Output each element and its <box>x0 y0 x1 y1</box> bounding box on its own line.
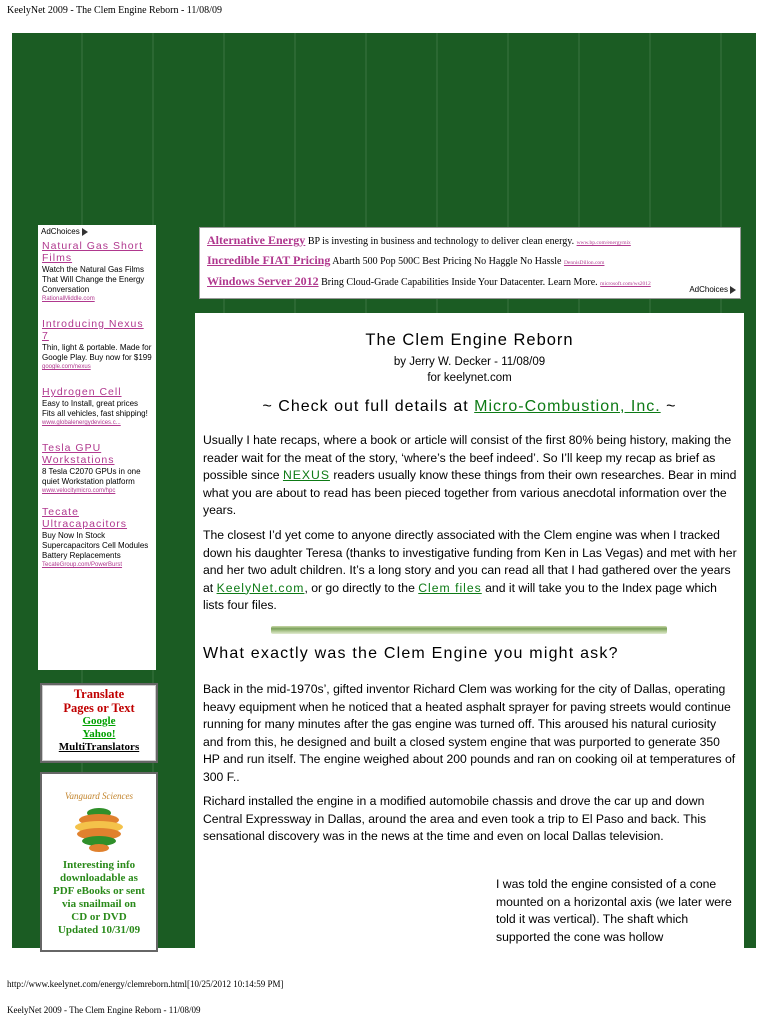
article-byline: by Jerry W. Decker - 11/08/09 <box>393 356 546 368</box>
sidebar-ad-desc: Easy to Install, great prices Fits all vehicles, fast shipping! <box>42 399 148 418</box>
sidebar-ad-desc: Watch the Natural Gas Films That Will Change the Energy Conversation <box>42 265 145 294</box>
vanguard-line: PDF eBooks or sent <box>53 885 145 897</box>
vanguard-line: via snailmail on <box>62 898 136 910</box>
sidebar-ad[interactable] <box>38 382 156 428</box>
banner-ad-title[interactable]: Windows Server 2012 <box>207 274 319 288</box>
yahoo-translate-link[interactable]: Yahoo! <box>82 728 116 740</box>
sidebar-ad[interactable] <box>38 502 156 570</box>
vanguard-logo-icon <box>71 805 127 855</box>
details-callout: ~ Check out full details at Micro-Combustion, Inc. ~ <box>262 398 677 415</box>
sidebar-ad-url[interactable]: TecateGroup.com/PowerBurst <box>42 562 123 568</box>
paragraph: I was told the engine consisted of a cone mounted on a horizontal axis (we later were told it was vertical). The shaft which supported the cone was hollow <box>496 877 732 944</box>
sidebar-ad-url[interactable]: www.globalenergydevices.c... <box>42 420 121 426</box>
sidebar-ad-desc: Buy Now In Stock Supercapacitors Cell Modules Battery Replacements <box>42 531 149 560</box>
vanguard-line: CD or DVD <box>71 911 127 923</box>
sidebar-ads <box>38 225 156 670</box>
print-footer-url: http://www.keelynet.com/energy/clemreborn.html[10/25/2012 10:14:59 PM] <box>7 979 284 989</box>
banner-ad-text: Bring Cloud-Grade Capabilities Inside Your Datacenter. Learn More. <box>321 277 598 288</box>
sidebar-ad-desc: Thin, light & portable. Made for Google Play. Buy now for $199 <box>42 343 152 362</box>
sidebar-ad-url[interactable]: google.com/nexus <box>42 364 91 370</box>
sidebar-ad[interactable] <box>38 236 156 304</box>
sidebar-ad-url[interactable]: RationalMiddle.com <box>42 296 95 302</box>
sidebar-ad[interactable] <box>38 314 156 372</box>
vanguard-line: Interesting info <box>62 859 136 871</box>
sidebar-ad-title[interactable]: Hydrogen Cell <box>42 386 122 398</box>
vanguard-sciences-box[interactable] <box>40 772 158 952</box>
top-banner-ad <box>199 227 741 299</box>
micro-combustion-link[interactable]: Micro-Combustion, Inc. <box>474 398 661 415</box>
google-translate-link[interactable]: Google <box>82 715 116 727</box>
paragraph: The closest I’d yet come to anyone directly associated with the Clem engine was when I tracked down his daughter Teresa (thanks to investigative funding from Ken in Las Vegas) and met with her and her two adult children. It’s a long story and you can read all that I had gathered over the years at KeelyNet.com, or go directly to the Clem files and it will take you to the Index page which lists four files. <box>203 528 737 612</box>
banner-ad-row[interactable] <box>207 253 604 268</box>
adchoices-label[interactable]: AdChoices <box>689 285 736 294</box>
print-footer-title: KeelyNet 2009 - The Clem Engine Reborn - 11/08/09 <box>7 1005 201 1015</box>
sidebar-ad-title[interactable]: Tesla GPU Workstations <box>42 442 115 466</box>
sidebar-ad-title[interactable]: Natural Gas Short Films <box>42 240 144 264</box>
vanguard-heading: Vanguard Sciences <box>65 791 133 801</box>
multitranslators-link[interactable]: MultiTranslators <box>58 741 140 753</box>
adchoices-label[interactable]: AdChoices <box>38 225 156 236</box>
vanguard-line: Updated 10/31/09 <box>57 924 141 936</box>
article-site: for keelynet.com <box>427 372 512 384</box>
translate-subheading: Pages or Text <box>63 701 135 715</box>
translate-heading: Translate <box>73 687 125 701</box>
article <box>195 313 744 948</box>
translate-box <box>40 683 158 763</box>
keelynet-link[interactable]: KeelyNet.com <box>216 580 305 595</box>
banner-ad-text: BP is investing in business and technology to deliver clean energy. <box>307 236 575 247</box>
banner-ad-row[interactable] <box>207 233 631 248</box>
banner-ad-url[interactable]: www.bp.com/energymix <box>576 240 631 246</box>
banner-ad-url[interactable]: DennisDillon.com <box>563 260 605 266</box>
adchoices-icon <box>82 228 88 236</box>
paragraph: Back in the mid-1970s’, gifted inventor Richard Clem was working for the city of Dallas, operating heavy equipment when he noticed that a heated asphalt sprayer for paving streets would continue running for many minutes after the gas engine was turned off. This aroused his natural curiosity and from this, he designed and built a closed system engine that was purported to generate 350 HP and run itself. The engine weighed about 200 pounds and ran on cooking oil at temperatures of 300 F.. <box>203 682 736 784</box>
sidebar-ad-desc: 8 Tesla C2070 GPUs in one quiet Workstation platform <box>42 467 141 486</box>
sidebar-ad-title[interactable]: Tecate Ultracapacitors <box>42 506 128 530</box>
adchoices-icon <box>730 286 736 294</box>
sidebar-ad-title[interactable]: Introducing Nexus 7 <box>42 318 144 342</box>
banner-ad-title[interactable]: Alternative Energy <box>207 233 306 247</box>
paragraph: Usually I hate recaps, where a book or article will consist of the first 80% being history, making the reader wait for the meat of the story, ‘where’s the beef indeed’. So I’ll keep my recap as brief as possible since NEXUS readers usually know these things from their own researches. Bear in mind what you are about to read has been pieced together from various anecdotal information over the years. <box>203 433 737 517</box>
vanguard-line: downloadable as <box>60 872 138 884</box>
banner-ad-row[interactable] <box>207 274 651 289</box>
section-divider <box>271 626 667 634</box>
banner-ad-title[interactable]: Incredible FIAT Pricing <box>207 253 331 267</box>
sidebar-ad[interactable] <box>38 438 156 496</box>
article-title: The Clem Engine Reborn <box>365 331 574 349</box>
nexus-link[interactable]: NEXUS <box>282 468 330 482</box>
sidebar-ad-url[interactable]: www.velocitymicro.com/hpc <box>42 488 116 494</box>
banner-ad-text: Abarth 500 Pop 500C Best Pricing No Haggle No Hassle <box>332 256 562 267</box>
banner-ad-url[interactable]: microsoft.com/ws2012 <box>600 281 651 287</box>
clem-files-link[interactable]: Clem files <box>418 580 482 595</box>
print-header: KeelyNet 2009 - The Clem Engine Reborn - 11/08/09 <box>7 5 222 16</box>
paragraph: Richard installed the engine in a modified automobile chassis and drove the car up and down Central Expressway in Dallas, around the area and even took a trip to El Paso and back. This sensational discovery was in the news at the time and even on local Dallas television. <box>203 794 707 843</box>
section-heading: What exactly was the Clem Engine you might ask? <box>203 645 619 662</box>
